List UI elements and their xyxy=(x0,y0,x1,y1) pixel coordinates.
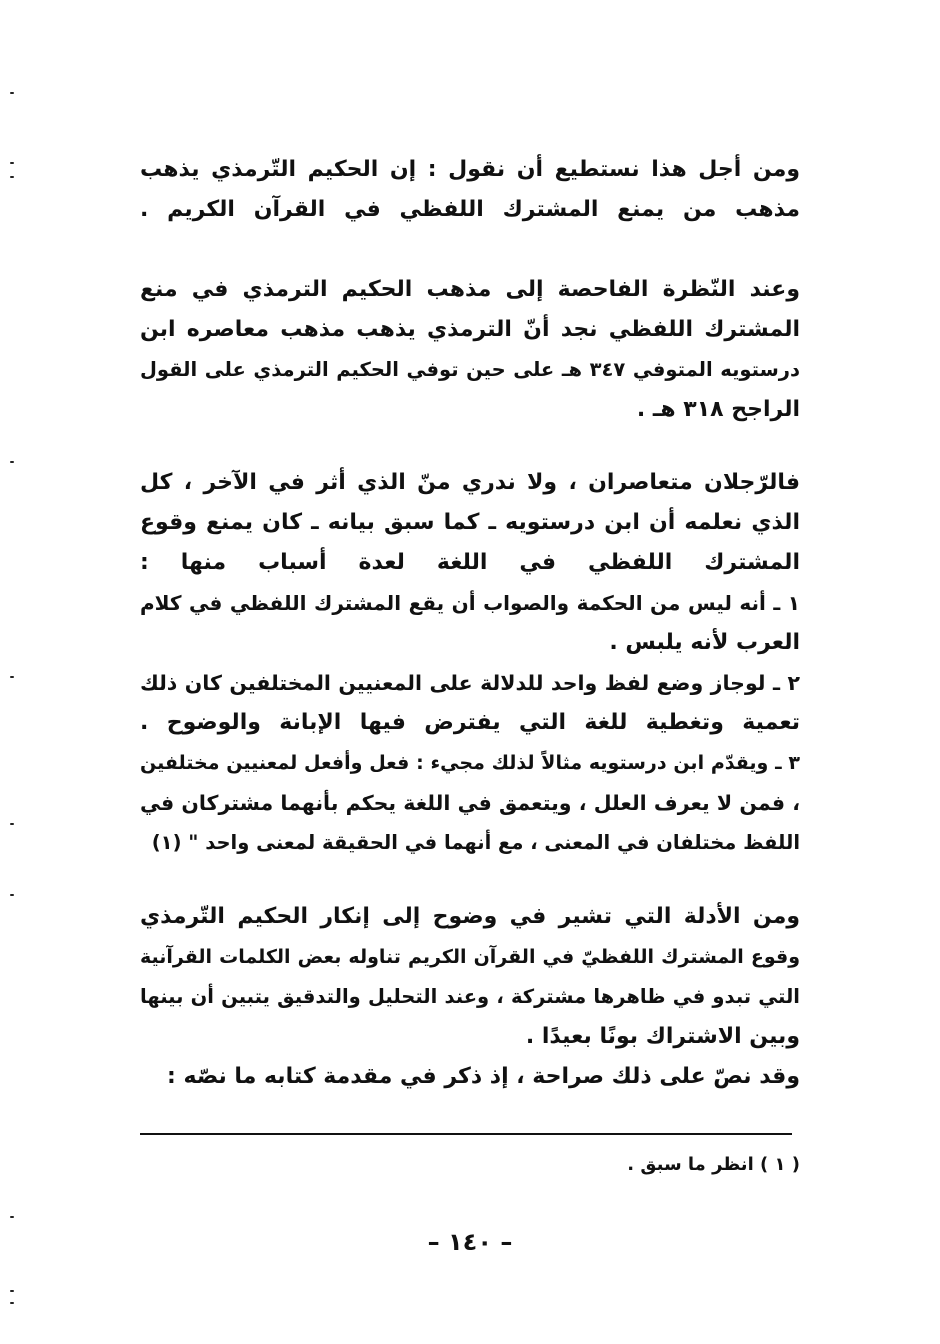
scan-speck xyxy=(10,1290,14,1292)
scan-speck xyxy=(10,176,14,178)
scan-speck xyxy=(10,92,14,94)
text-line: وعند النّظرة الفاحصة إلى مذهب الحكيم الترمذي في منع xyxy=(140,277,800,302)
footnote: ( ١ ) انظر ما سبق . xyxy=(627,1154,800,1175)
text-line: درستويه المتوفي ٣٤٧ هـ على حين توفي الحكيم الترمذي على القول xyxy=(140,358,800,381)
scan-speck xyxy=(10,676,14,678)
text-line: الذي نعلمه أن ابن درستويه ـ كما سبق بيانه ـ كان يمنع وقوع xyxy=(140,510,800,535)
text-line: تعمية وتغطية للغة التي يفترض فيها الإبانة والوضوح . xyxy=(140,710,800,735)
text-line: ومن أجل هذا نستطيع أن نقول : إن الحكيم التّرمذي يذهب xyxy=(140,157,800,182)
text-line: مذهب من يمنع المشترك اللفظي في القرآن الكريم . xyxy=(140,197,800,222)
text-line: الراجح ٣١٨ هـ . xyxy=(636,397,800,422)
text-line: ، فمن لا يعرف العلل ، ويتعمق في اللغة يحكم بأنهما مشتركان في xyxy=(140,791,800,815)
text-line: وبين الاشتراك بونًا بعيدًا . xyxy=(525,1024,800,1049)
text-line: المشترك اللفظي نجد أنّ الترمذي يذهب مذهب معاصره ابن xyxy=(140,317,800,342)
list-item-1: ١ ـ أنه ليس من الحكمة والصواب أن يقع المشترك اللفظي في كلام xyxy=(140,591,800,615)
footnote-divider xyxy=(140,1133,792,1135)
scan-speck xyxy=(10,823,14,825)
text-line: ومن الأدلة التي تشير في وضوح إلى إنكار الحكيم التّرمذي xyxy=(140,904,800,929)
scan-speck xyxy=(10,162,14,164)
paragraph-1 xyxy=(140,150,800,230)
page-number: – ١٤٠ – xyxy=(427,1228,513,1256)
text-line: وقد نصّ على ذلك صراحة ، إذ ذكر في مقدمة كتابه ما نصّه : xyxy=(167,1064,800,1089)
scan-speck xyxy=(10,1216,14,1218)
paragraph-3 xyxy=(140,463,800,863)
text-line: العرب لأنه يلبس . xyxy=(609,630,800,655)
text-line: المشترك اللفظي في اللغة لعدة أسباب منها : xyxy=(140,550,800,575)
scan-speck xyxy=(10,1302,14,1304)
scan-speck xyxy=(10,894,14,896)
paragraph-2 xyxy=(140,270,800,430)
paragraph-4 xyxy=(140,897,800,1097)
list-item-2: ٢ ـ لوجاز وضع لفظ واحد للدلالة على المعنيين المختلفين كان ذلك xyxy=(140,671,800,695)
text-line: فالرّجلان متعاصران ، ولا ندري منّ الذي أثر في الآخر ، كل xyxy=(140,470,800,495)
list-item-3: ٣ ـ ويقدّم ابن درستويه مثالاً لذلك مجيء : فعل وأفعل لمعنيين مختلفين xyxy=(140,752,800,774)
scan-speck xyxy=(10,461,14,463)
text-line: وقوع المشترك اللفظيّ في القرآن الكريم تناوله بعض الكلمات القرآنية xyxy=(140,946,800,968)
text-line: التي تبدو في ظاهرها مشتركة ، وعند التحليل والتدقيق يتبين أن بينها xyxy=(140,985,800,1008)
text-line: اللفظ مختلفان في المعنى ، مع أنهما في الحقيقة لمعنى واحد " (١) xyxy=(151,831,800,854)
